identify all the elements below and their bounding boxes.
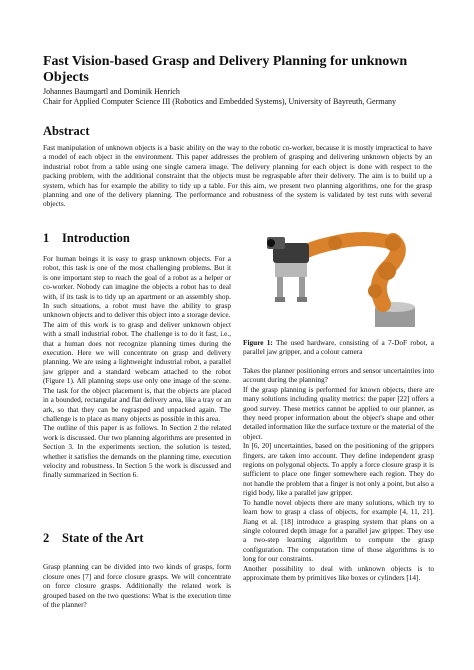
abstract-heading: Abstract (43, 124, 90, 138)
section-state-of-art-heading (43, 531, 144, 545)
intro-paragraph-3: The outline of this paper is as follows. In Section 2 the related work is discussed. Our two planning algorithms are presented in Section 3. In the experiments section, the solution is tested, whether it satisfies the demands on the planning time, execution velocity and robustness. In Section 5 the work is discussed and finally summarized in Section 6. (43, 423, 231, 480)
introduction-body (43, 254, 231, 480)
intro-paragraph-1: For human beings it is easy to grasp unknown objects. For a robot, this task is one of the most challenging problems. But it is one important step to reach the goal of a robot as a helper or co-worker. Nobody can imagine the objects a robot has to deal with, if its task is to tidy up an apartment or an assembly shop. In such situations, a robot must have the ability to grasp unknown objects and to deliver this object into a storage device. (43, 254, 231, 320)
robot-joint (328, 236, 342, 250)
paper-affiliation: Chair for Applied Computer Science III (Robotics and Embedded Systems), University of Bayreuth, Germany (43, 97, 397, 106)
section-title: State of the Art (62, 531, 144, 545)
figure-caption (243, 338, 434, 357)
gripper-finger-left (277, 277, 283, 299)
finger-tip-right (297, 297, 307, 302)
gripper-finger-right (299, 277, 305, 299)
robot-arm-upper (307, 239, 393, 251)
figure-caption-text: The used hardware, consisting of a 7-DoF robot, a parallel jaw gripper, and a colour camera (243, 338, 434, 357)
robot-joint (368, 284, 382, 298)
figure-label: Figure 1: (243, 338, 273, 347)
section-number: 1 (43, 231, 50, 245)
right-paragraph-2: In [6, 20] uncertainties, based on the positioning of the grippers fingers, are taken into account. They define independent grasp regions on polygonal objects. To apply a force closure grasp it is sufficient to place one finger somewhere each region. They do not handle the problem that a finger is not only a point, but also a rigid body, like a parallel jaw gripper. (243, 441, 434, 498)
robot-joint (378, 262, 396, 280)
right-paragraph-1: If the grasp planning is performed for known objects, there are many solutions including quality metrics: the paper [22] offers a good survey. These metrics cannot be applied to our planner, as they need proper information about the object's shape and other detailed information like the surface texture or the material of the object. (243, 384, 434, 441)
figure-robot-photo (255, 229, 435, 330)
right-paragraph-0: Takes the planner positioning errors and sensor uncertainties into account during the planning? (243, 366, 434, 385)
robot-illustration (255, 229, 435, 330)
right-column-body (243, 366, 434, 582)
finger-tip-left (275, 297, 285, 302)
paper-authors: Johannes Baumgartl and Dominik Henrich (43, 87, 180, 96)
gripper-plate (275, 263, 307, 277)
right-paragraph-4: Another possibility to deal with unknown objects is to approximate them by primitives like boxes or cylinders [14]. (243, 563, 434, 582)
section-number: 2 (43, 531, 50, 545)
robot-joint (385, 235, 401, 251)
paper-title: Fast Vision-based Grasp and Delivery Planning for unknown Objects (43, 54, 408, 85)
right-paragraph-3: To handle novel objects there are many solutions, which try to learn how to grasp a class of objects, for example [4, 11, 21]. Jiang et al. [18] introduce a grasping system that plans on a single coloured depth image for a parallel jaw gripper. They use a two-step learning algorithm to compute the grasp configuration. The computation time of those algorithms is to long for our constraints. (243, 497, 434, 564)
sota-paragraph-1: Grasp planning can be divided into two kinds of grasps, form closure ones [7] and force closure grasps. We will concentrate on force closure grasps. Additionally the related work is grouped based on the two questions: What is the execution time of the planner? (43, 562, 231, 609)
intro-paragraph-2: The aim of this work is to grasp and deliver unknown object with a small industrial robot. The challenge is to do it fast, i.e., that a human does not recognize planning times during the execution. Here we will concentrate on grasp and delivery planning. We are using a lightweight industrial robot, a parallel jaw gripper and a standard webcam attached to the robot (Figure 1). All planning steps use only one image of the scene. The task for the object placement is, that the objects are placed in a bounded, rectangular and flat delivery area, like a tray or an ark, so that they can be regrasped and unpacked again. The challenge is to place as many objects as possible in this area. (43, 319, 231, 423)
section-title: Introduction (62, 231, 130, 245)
section-introduction-heading (43, 231, 130, 245)
state-of-art-body (43, 555, 231, 617)
camera-lens (267, 239, 275, 247)
abstract-text: Fast manipulation of unknown objects is a basic ability on the way to the robotic co-worker, because it is mostly impractical to have a model of each object in the environment. This paper addresses the problem of grasping and delivering unknown objects by an industrial robot from a table using one single camera image. The delivery planning for each object is done with respect to the packing problem, with the additional constraint that the objects must be regraspable after their delivery. The aim is to build up a system, which has for example the ability to tidy up a table. For this aim, we present two planning algorithms, one for the grasp planning and one of the delivery planning. The performance and robustness of the system is validated by test runs with several objects. (43, 143, 432, 209)
